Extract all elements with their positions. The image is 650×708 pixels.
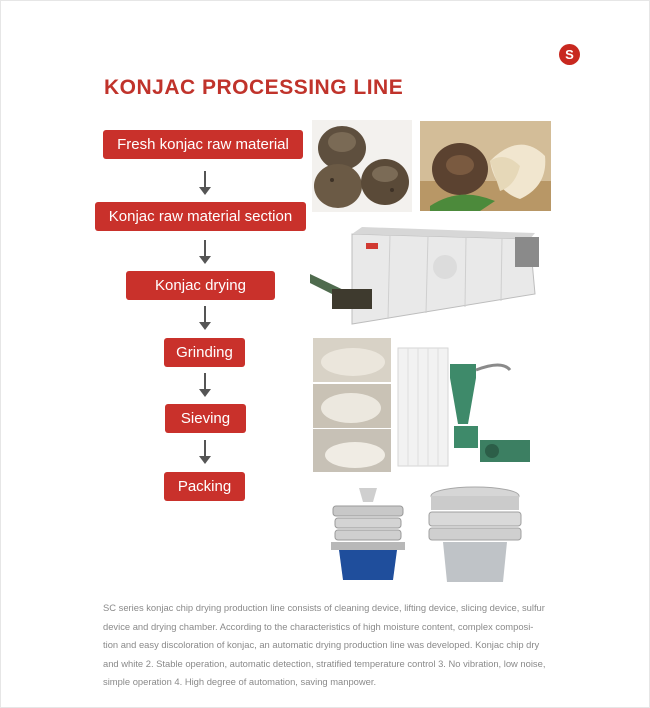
description-line: and white 2. Stable operation, automatic detection, stratified temperature control 3. No vibration, low noise, xyxy=(103,657,546,669)
grinder-machine-photo xyxy=(392,340,538,472)
down-arrow-icon xyxy=(199,240,211,264)
sieve-machine-blue-photo xyxy=(323,484,413,586)
down-arrow-icon xyxy=(199,373,211,397)
drying-line-photo xyxy=(310,219,545,331)
description-text xyxy=(103,599,583,692)
konjac-raw-photo xyxy=(312,120,412,212)
sieve-machine-steel-photo xyxy=(419,482,531,586)
step-fresh-konjac: Fresh konjac raw material xyxy=(103,130,303,159)
description-line: tion and easy discoloration of konjac, an automatic drying production line was developed. Konjac chip dry xyxy=(103,639,540,650)
description-line: SC series konjac chip drying production line consists of cleaning device, lifting device, slicing device, sulfur xyxy=(103,602,545,613)
description-line: simple operation 4. High degree of automation, saving manpower. xyxy=(103,676,377,687)
step-sieving: Sieving xyxy=(165,404,246,433)
description-line: device and drying chamber. According to the characteristics of high moisture content, complex composi- xyxy=(103,620,534,632)
step-konjac-drying: Konjac drying xyxy=(126,271,275,300)
konjac-powder-photo-3 xyxy=(313,429,391,472)
konjac-powder-photo-1 xyxy=(313,338,391,382)
brand-logo-icon: S xyxy=(559,44,580,65)
down-arrow-icon xyxy=(199,440,211,464)
down-arrow-icon xyxy=(199,306,211,330)
step-grinding: Grinding xyxy=(164,338,245,367)
konjac-cut-photo xyxy=(420,121,551,211)
down-arrow-icon xyxy=(199,171,211,195)
step-raw-material-section: Konjac raw material section xyxy=(95,202,306,231)
step-packing: Packing xyxy=(164,472,245,501)
konjac-powder-photo-2 xyxy=(313,384,391,428)
page-title: KONJAC PROCESSING LINE xyxy=(104,76,404,99)
